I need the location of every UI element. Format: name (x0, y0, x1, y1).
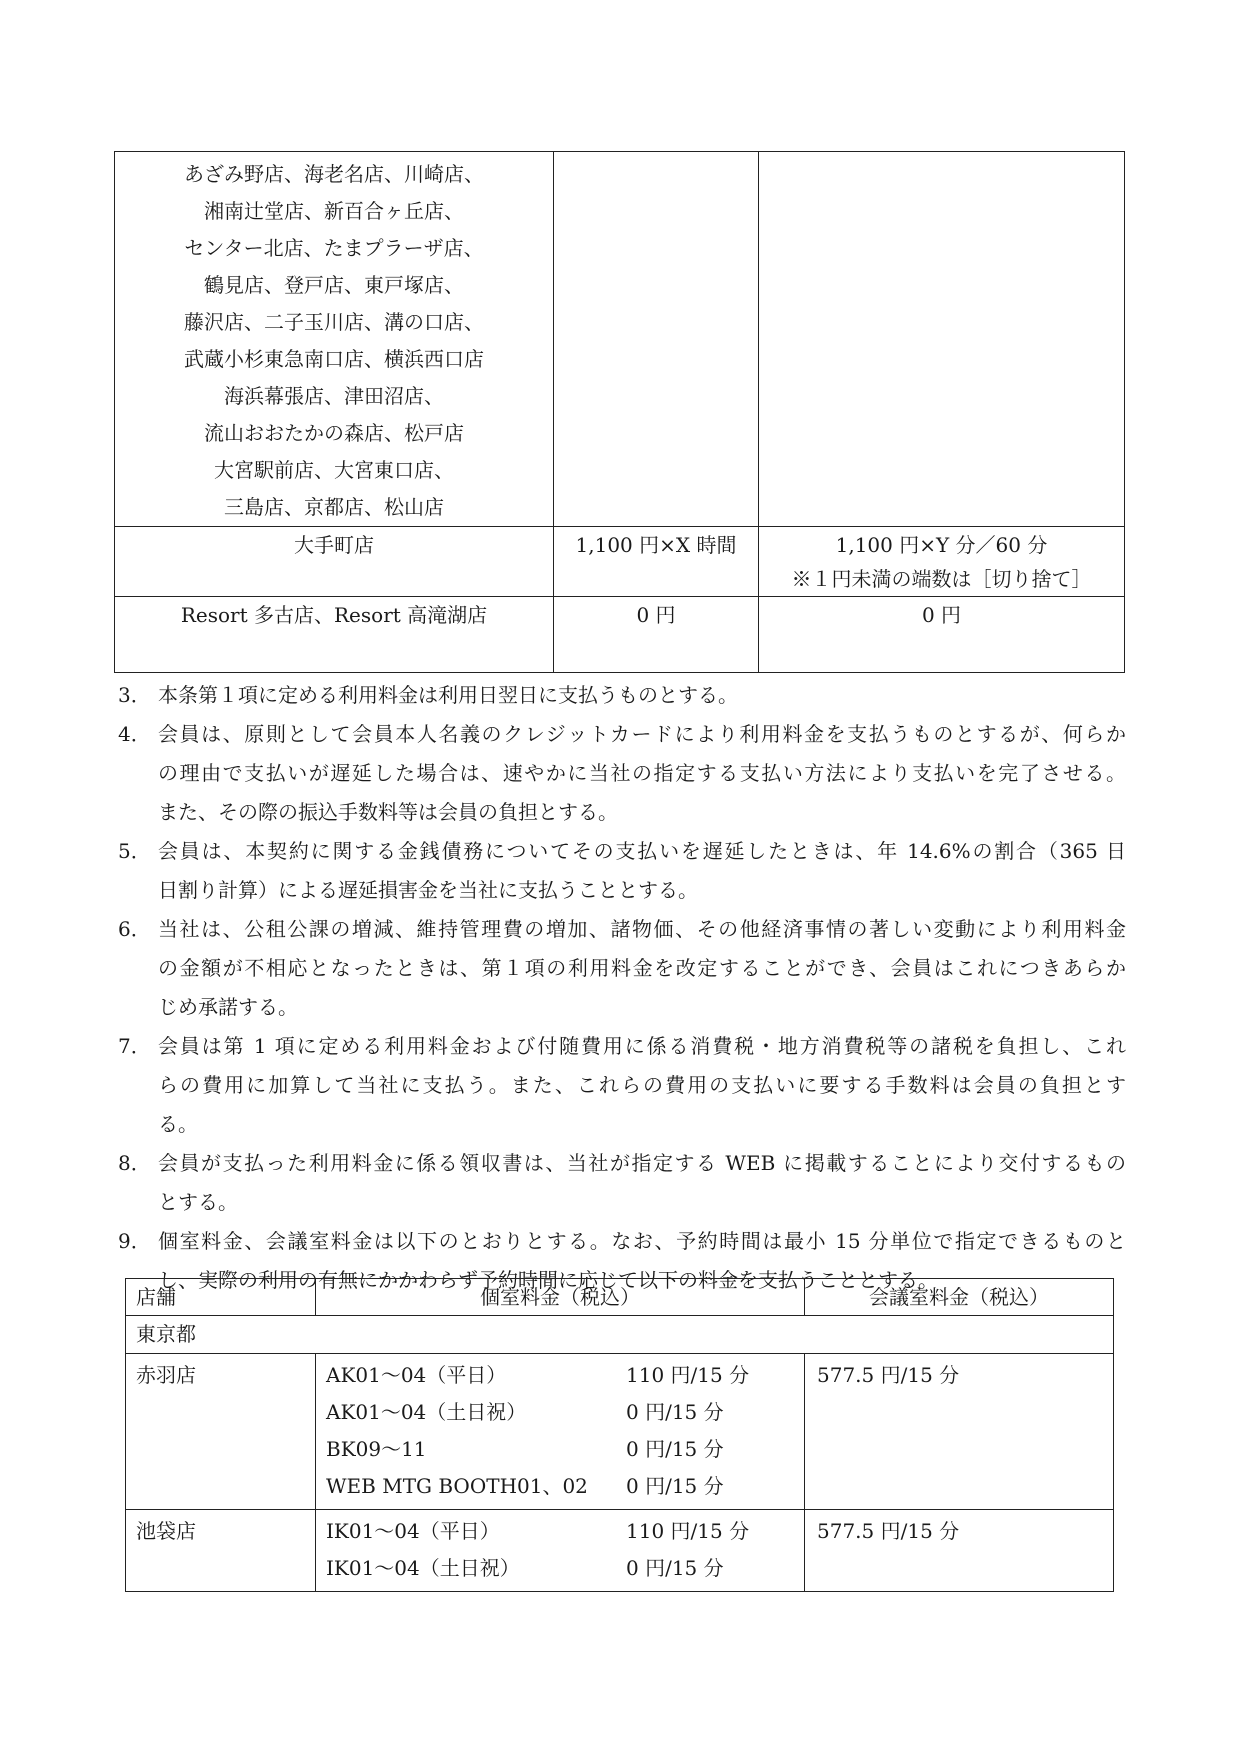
clause-text: とする。 (158, 1190, 238, 1214)
clause-3 (114, 676, 1126, 715)
room-row (326, 1468, 804, 1505)
store-list-line: 海浜幕張店、津田沼店、 (224, 384, 444, 408)
fee-cell (759, 597, 1125, 673)
room-row (326, 1394, 804, 1431)
clause-text: る。 (158, 1112, 198, 1136)
fee-note: ※１円未満の端数は［切り捨て］ (791, 567, 1092, 591)
clause-number: 5． (118, 839, 151, 863)
store-list-line: 大宮駅前店、大宮東口店、 (214, 458, 454, 482)
fee-cell (759, 527, 1125, 597)
clause-text: 本条第１項に定める利用料金は利用日翌日に支払うものとする。 (158, 683, 738, 707)
table-row (115, 527, 1125, 597)
room-name: AK01～04（土日祝） (326, 1400, 527, 1424)
clause-number: 7． (118, 1034, 151, 1058)
room-price: 0 円/15 分 (626, 1474, 724, 1498)
clause-text: また、その際の振込手数料等は会員の負担とする。 (158, 800, 618, 824)
room-row (326, 1550, 804, 1587)
store-list-line: 三島店、京都店、松山店 (224, 495, 444, 519)
store-name: 池袋店 (126, 1510, 316, 1592)
fee-cell (554, 597, 759, 673)
clause-text: じめ承諾する。 (158, 995, 298, 1019)
conference-fee: 577.5 円/15 分 (805, 1354, 1114, 1510)
clause-text: らの費用に加算して当社に支払う。また、これらの費用の支払いに要する手数料は会員の負担とす (158, 1073, 1126, 1097)
room-price: 0 円/15 分 (626, 1556, 724, 1580)
clause-number: 6． (118, 917, 151, 941)
clause-number: 8． (118, 1151, 151, 1175)
room-name: AK01～04（平日） (326, 1363, 507, 1387)
clause-4 (114, 715, 1126, 832)
store-list-line: センター北店、たまプラーザ店、 (184, 236, 484, 260)
clause-8 (114, 1144, 1126, 1222)
clause-6 (114, 910, 1126, 1027)
room-price: 110 円/15 分 (626, 1363, 750, 1387)
store-list-cell (115, 152, 554, 527)
table-row (126, 1510, 1114, 1592)
region-label: 東京都 (126, 1316, 1114, 1354)
store-cell (115, 527, 554, 597)
store-cell (115, 597, 554, 673)
header-conference-room-fee: 会議室料金（税込） (805, 1279, 1114, 1316)
clause-number: 4． (118, 722, 151, 746)
store-list-line: 武蔵小杉東急南口店、横浜西口店 (184, 347, 484, 371)
store-list-line: 湘南辻堂店、新百合ヶ丘店、 (204, 199, 464, 223)
clause-5 (114, 832, 1126, 910)
clause-7 (114, 1027, 1126, 1144)
conference-fee: 577.5 円/15 分 (805, 1510, 1114, 1592)
room-row (326, 1431, 804, 1468)
store-list-line: 藤沢店、二子玉川店、溝の口店、 (184, 310, 484, 334)
room-price: 0 円/15 分 (626, 1437, 724, 1461)
clause-text: 会員は第 1 項に定める利用料金および付随費用に係る消費税・地方消費税等の諸税を負担し、これ (158, 1034, 1126, 1058)
room-name: BK09～11 (326, 1437, 427, 1461)
clause-list (114, 676, 1126, 1300)
clause-text: 会員は、本契約に関する金銭債務についてその支払いを遅延したときは、年 14.6%の割合（365 日 (158, 839, 1126, 863)
room-row (326, 1357, 804, 1394)
fee-value: 1,100 円×Y 分／60 分 (835, 533, 1048, 557)
store-name: 赤羽店 (126, 1354, 316, 1510)
region-row (126, 1316, 1114, 1354)
room-list (316, 1354, 805, 1510)
clause-text: の金額が不相応となったときは、第１項の利用料金を改定することができ、会員はこれにつきあらか (158, 956, 1126, 980)
store-name: 大手町店 (294, 533, 374, 557)
room-price: 110 円/15 分 (626, 1519, 750, 1543)
store-fee-table (114, 151, 1125, 673)
clause-text: の理由で支払いが遅延した場合は、速やかに当社の指定する支払い方法により支払いを完了させる。 (158, 761, 1126, 785)
table-header-row (126, 1279, 1114, 1316)
clause-text: し、実際の利用の有無にかかわらず予約時間に応じて以下の料金を支払うこととする。 (158, 1268, 938, 1292)
fee-cell (554, 527, 759, 597)
clause-number: 3． (118, 683, 151, 707)
room-row (326, 1513, 804, 1550)
store-list-line: 鶴見店、登戸店、東戸塚店、 (204, 273, 464, 297)
clause-text: 会員が支払った利用料金に係る領収書は、当社が指定する WEB に掲載することにより交付するもの (158, 1151, 1126, 1175)
clause-text: 当社は、公租公課の増減、維持管理費の増加、諸物価、その他経済事情の著しい変動により利用料金 (158, 917, 1126, 941)
store-list-line: 流山おおたかの森店、松戸店 (204, 421, 464, 445)
clause-text: 日割り計算）による遅延損害金を当社に支払うこととする。 (158, 878, 698, 902)
store-name: Resort 多古店、Resort 高滝湖店 (180, 603, 488, 627)
room-fee-table (125, 1278, 1114, 1592)
fee-cell-empty (759, 152, 1125, 527)
header-private-room-fee: 個室料金（税込） (316, 1279, 805, 1316)
room-list (316, 1510, 805, 1592)
room-name: IK01～04（土日祝） (326, 1556, 520, 1580)
fee-cell-empty (554, 152, 759, 527)
clause-text: 会員は、原則として会員本人名義のクレジットカードにより利用料金を支払うものとするが、何らか (158, 722, 1126, 746)
store-list-line: あざみ野店、海老名店、川崎店、 (184, 162, 484, 186)
table-row (126, 1354, 1114, 1510)
room-price: 0 円/15 分 (626, 1400, 724, 1424)
fee-value: 0 円 (636, 603, 676, 627)
fee-value: 1,100 円×X 時間 (575, 533, 737, 557)
room-name: IK01～04（平日） (326, 1519, 500, 1543)
header-store: 店舗 (126, 1279, 316, 1316)
table-row (115, 597, 1125, 673)
clause-text: 個室料金、会議室料金は以下のとおりとする。なお、予約時間は最小 15 分単位で指定できるものと (158, 1229, 1126, 1253)
table-row (115, 152, 1125, 527)
fee-value: 0 円 (921, 603, 962, 627)
room-name: WEB MTG BOOTH01、02 (326, 1474, 588, 1498)
clause-number: 9． (118, 1229, 151, 1253)
